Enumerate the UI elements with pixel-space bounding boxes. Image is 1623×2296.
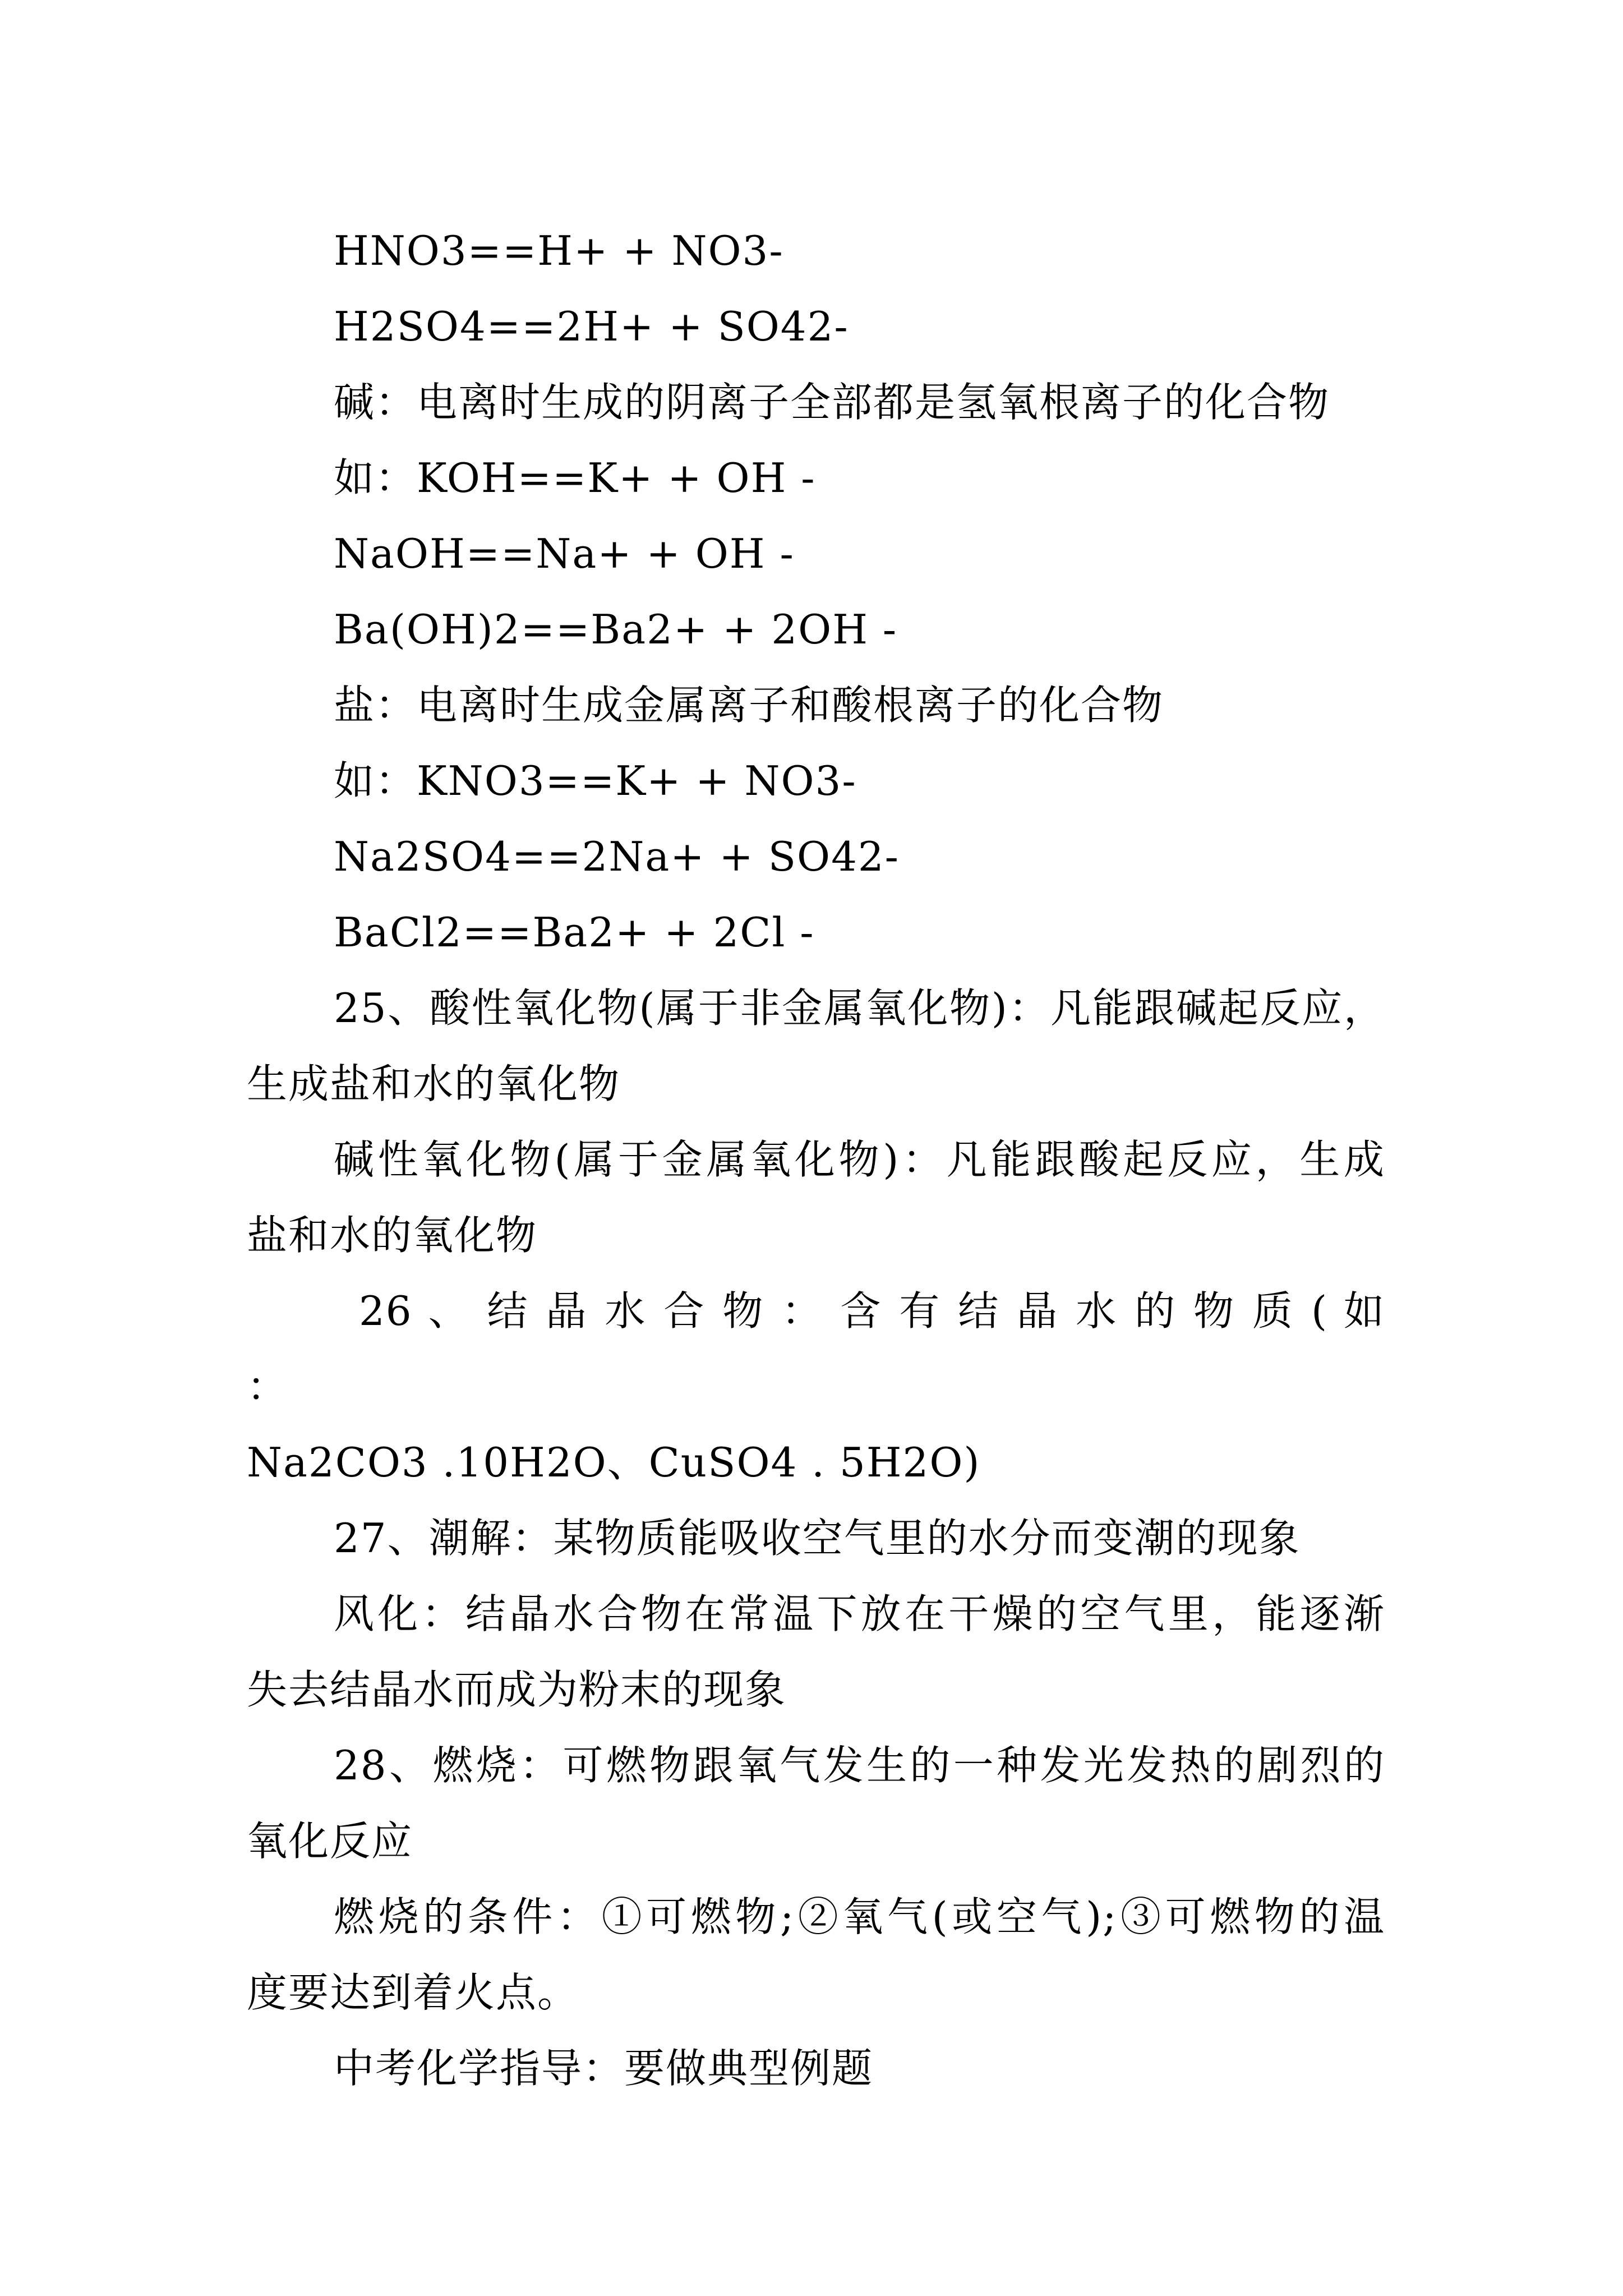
text-line-7: 盐：电离时生成金属离子和酸根离子的化合物 [334, 682, 1164, 729]
paragraph-25 [247, 970, 1385, 1122]
paragraph-25-line-1: 25、酸性氧化物(属于非金属氧化物)：凡能跟碱起反应， [334, 984, 1385, 1032]
paragraph-basic-oxide-line-1: 碱性氧化物(属于金属氧化物)：凡能跟酸起反应，生成 [334, 1136, 1385, 1183]
document-body [247, 213, 1385, 2106]
text-line-2: H2SO4==2H+ + SO42- [334, 303, 849, 350]
text-line-8: 如：KNO3==K+ + NO3- [334, 757, 857, 804]
paragraph-27 [247, 1501, 1385, 1576]
paragraph-28 [247, 1728, 1385, 1879]
paragraph-guidance-line-1: 中考化学指导：要做典型例题 [334, 2045, 874, 2092]
paragraph-28-line-2: 氧化反应 [247, 1818, 413, 1865]
paragraph-basic-oxide-line-2: 盐和水的氧化物 [247, 1212, 538, 1259]
paragraph-weathering-line-2: 失去结晶水而成为粉末的现象 [247, 1666, 787, 1713]
paragraph-26 [247, 1273, 1385, 1501]
text-line-9: Na2SO4==2Na+ + SO42- [334, 833, 900, 880]
paragraph-weathering-line-1: 风化：结晶水合物在常温下放在干燥的空气里，能逐渐 [334, 1590, 1385, 1637]
paragraph-26-line-1: 26 、 结 晶 水 合 物 ： 含 有 结 晶 水 的 物 质 ( 如 ： [247, 1287, 1385, 1410]
paragraph-25-line-2: 生成盐和水的氧化物 [247, 1060, 621, 1107]
text-line-5: NaOH==Na+ + OH - [334, 530, 795, 577]
text-line-3: 碱：电离时生成的阴离子全部都是氢氧根离子的化合物 [334, 379, 1330, 426]
paragraph-27-line-1: 27、潮解：某物质能吸收空气里的水分而变潮的现象 [334, 1515, 1301, 1562]
text-line-1: HNO3==H+ + NO3- [334, 227, 784, 274]
paragraph-combustion-conditions-line-1: 燃烧的条件：①可燃物;②氧气(或空气);③可燃物的温 [334, 1893, 1385, 1940]
paragraph-28-line-1: 28、燃烧：可燃物跟氧气发生的一种发光发热的剧烈的 [334, 1742, 1385, 1789]
paragraph-26-line-2: Na2CO3 .10H2O、CuSO4 . 5H2O) [247, 1439, 981, 1486]
paragraph-guidance [247, 2031, 1385, 2106]
text-line-4: 如：KOH==K+ + OH - [334, 454, 816, 501]
paragraph-combustion-conditions-line-2: 度要达到着火点。 [247, 1969, 579, 2016]
text-line-10: BaCl2==Ba2+ + 2Cl - [334, 909, 815, 956]
paragraph-weathering [247, 1576, 1385, 1728]
paragraph-combustion-conditions [247, 1879, 1385, 2031]
paragraph-basic-oxide [247, 1122, 1385, 1273]
text-line-6: Ba(OH)2==Ba2+ + 2OH - [334, 606, 898, 653]
